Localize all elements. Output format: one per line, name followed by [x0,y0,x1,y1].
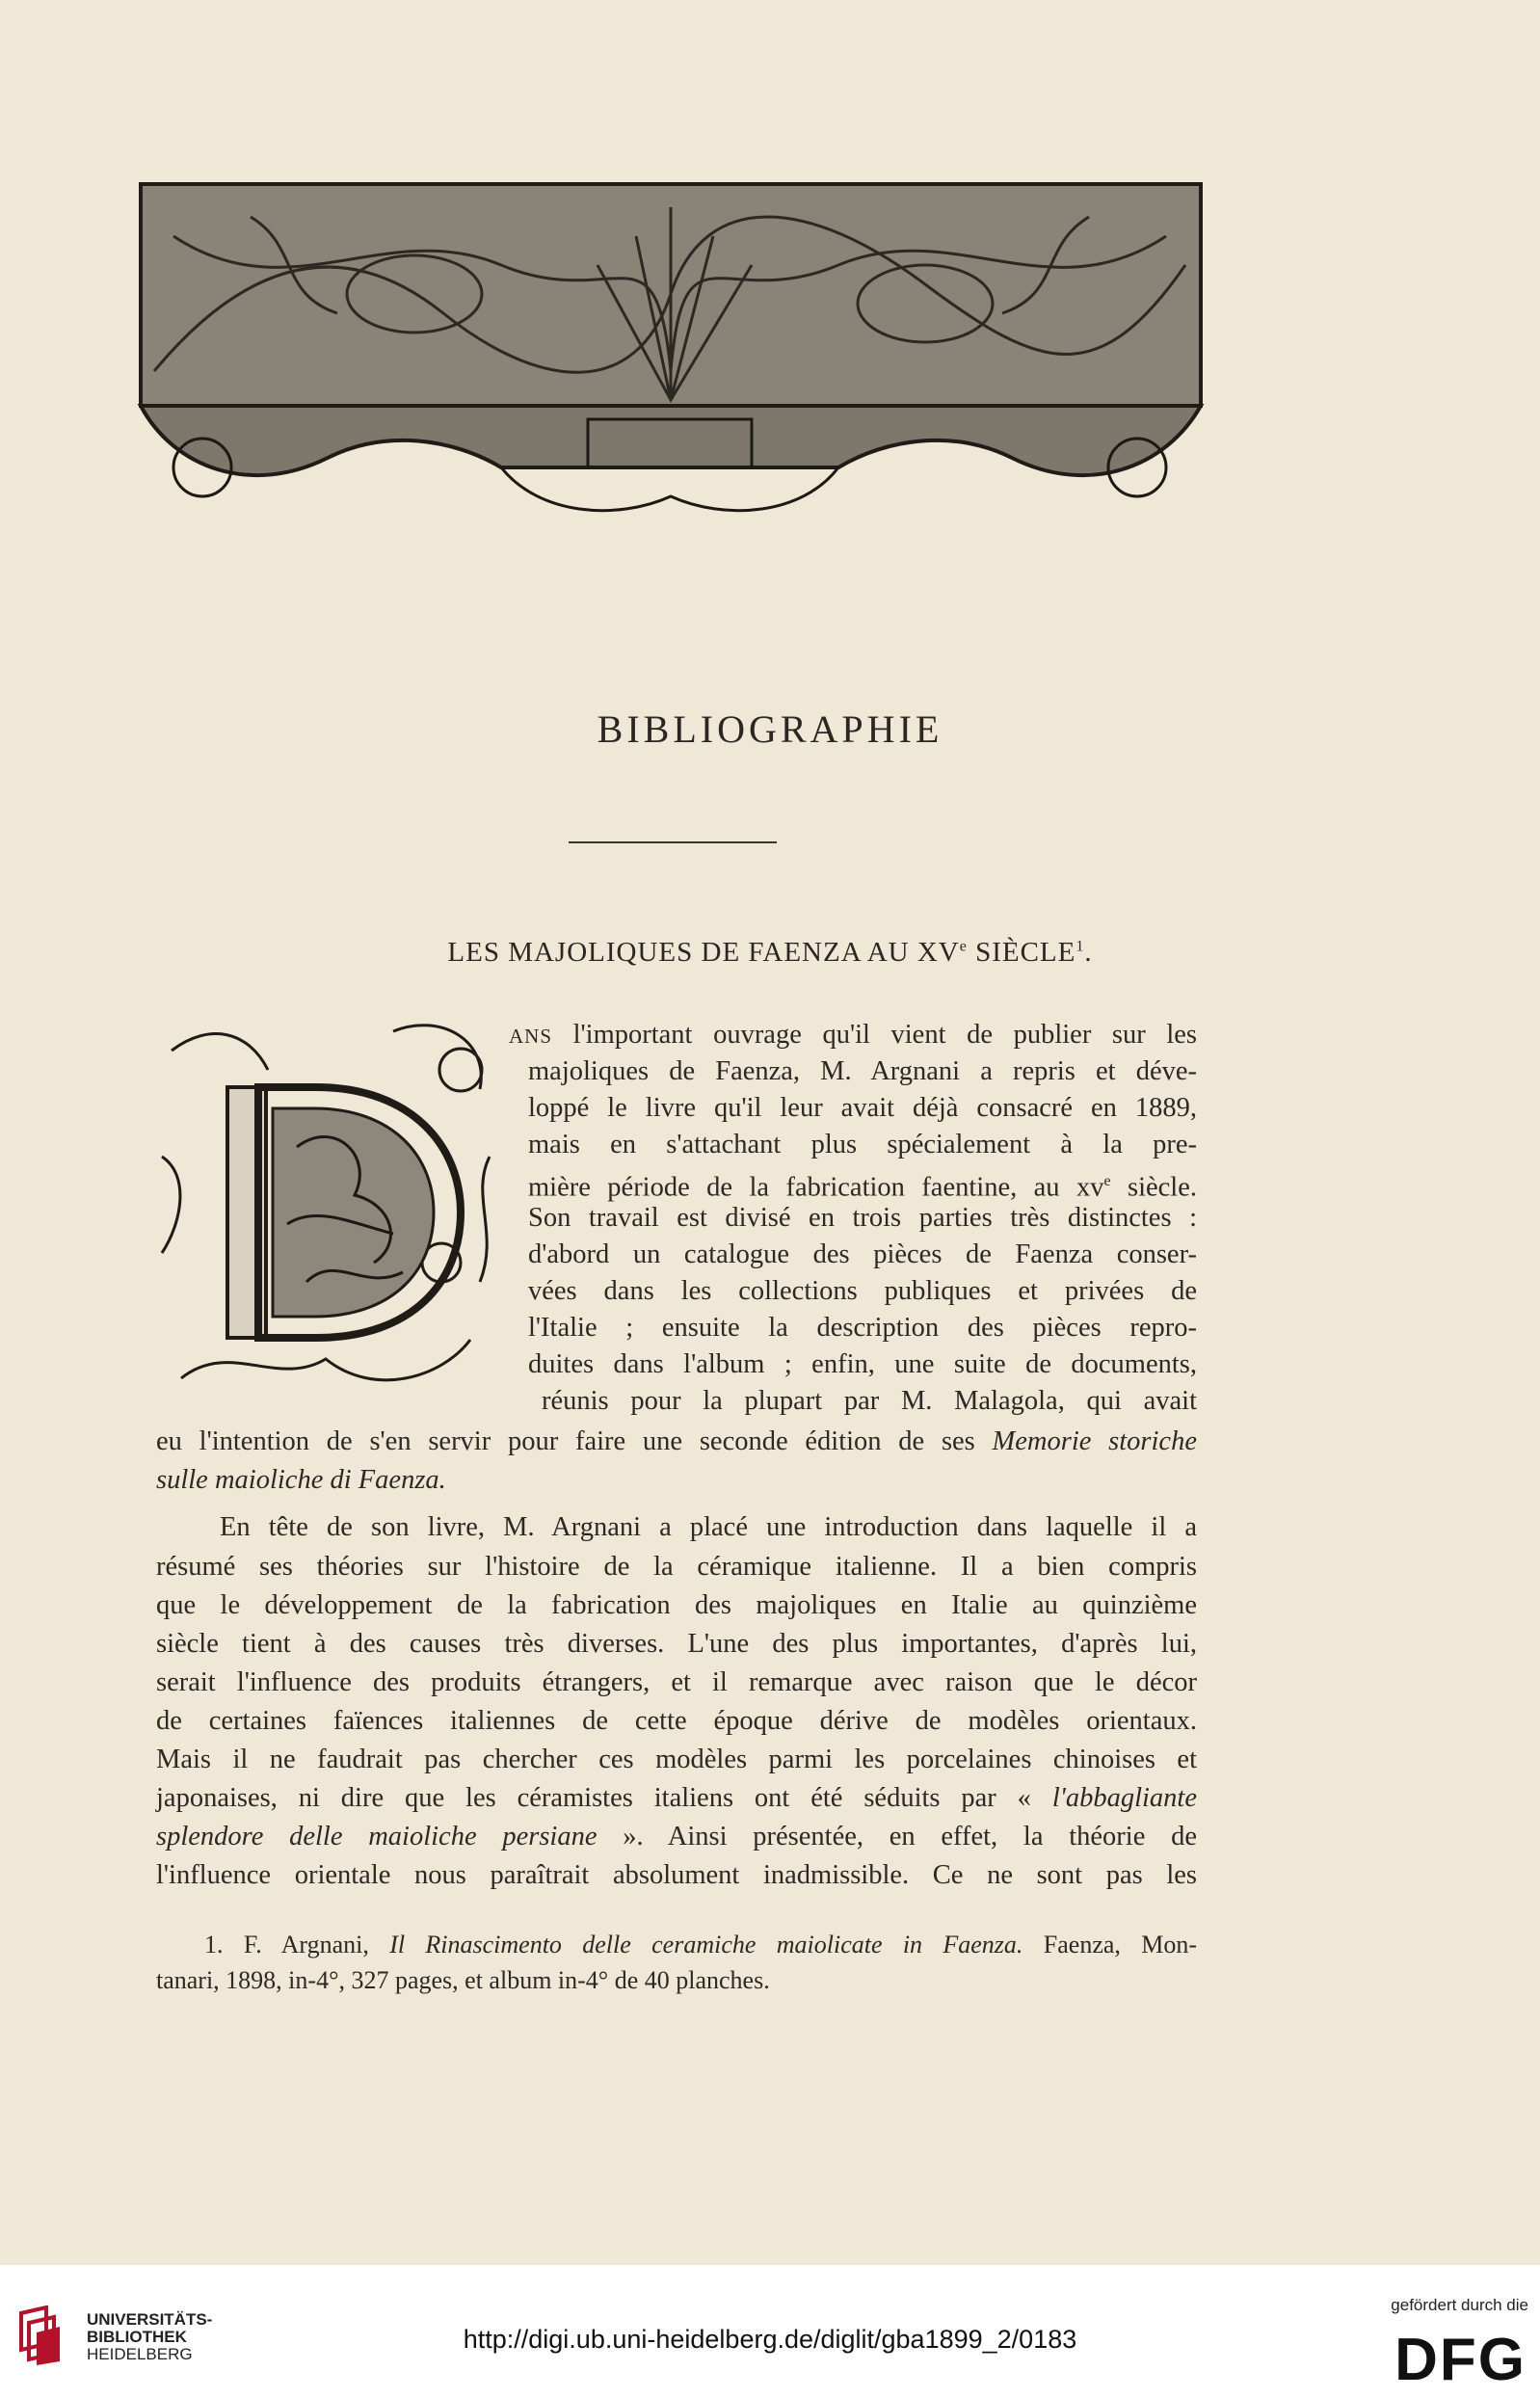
text-line: vées dans les collections publiques et privées de [528,1276,1197,1306]
line-text: ». Ainsi présentée, en effet, la théorie de [597,1822,1197,1852]
library-name-line3: HEIDELBERG [87,2345,193,2363]
text-line: serait l'influence des produits étrangers, et il remarque avec raison que le décor [156,1667,1197,1697]
text-line: mais en s'attachant plus spécialement à la pre- [528,1130,1197,1159]
source-url-link[interactable]: http://digi.ub.uni-heidelberg.de/diglit/gba1899_2/0183 [463,2325,1077,2354]
divider [569,841,777,843]
text-line: Son travail est divisé en trois parties très distinctes : [528,1203,1197,1233]
library-name-line1: UNIVERSITÄTS- [87,2310,213,2329]
article-title-dot: . [1084,937,1093,968]
footnote-text: Faenza, Mon- [1022,1931,1198,1958]
text-line: majoliques de Faenza, M. Argnani a repris et déve- [528,1056,1197,1086]
text-line: que le développement de la fabrication des majoliques en Italie au quinzième [156,1590,1197,1620]
footnote-italic: Il Rinascimento delle ceramiche maiolicate in Faenza. [389,1931,1023,1958]
footnote-ref: 1 [1075,938,1085,955]
text-line: duites dans l'album ; enfin, une suite de documents, [528,1349,1197,1379]
text-line [509,1018,1197,1052]
italic-quote: l'abbagliante [1051,1783,1197,1813]
library-name-line2: BIBLIOTHEK [87,2328,187,2346]
italic-title: Memorie storiche [992,1426,1197,1456]
line-text: japonaises, ni dire que les céramistes italiens ont été séduits par « [156,1783,1052,1813]
line-text: eu l'intention de s'en servir pour faire une seconde édition de ses [156,1426,993,1456]
text-line: Mais il ne faudrait pas chercher ces modèles parmi les porcelaines chinoises et [156,1745,1197,1774]
text-line: résumé ses théories sur l'histoire de la céramique italienne. Il a bien compris [156,1552,1197,1582]
line-text: siècle. [1110,1172,1197,1203]
text-line: de certaines faïences italiennes de cette époque dérive de modèles orientaux. [156,1706,1197,1736]
footnote-text: 1. F. Argnani, [204,1931,390,1958]
text-line: sulle maioliche di Faenza. [156,1465,446,1495]
superscript: e [1103,1173,1111,1189]
ornamental-headpiece-icon [135,178,1207,535]
text-line [528,1164,1197,1203]
footnote-line [204,1928,1197,1962]
line-text: mière période de la fabrication faentine, au xv [528,1172,1104,1203]
text-line [156,1820,1197,1854]
text-line: siècle tient à des causes très diverses. L'une des plus importantes, d'après lui, [156,1629,1197,1659]
text-line: l'influence orientale nous paraîtrait absolument inadmissible. Ce ne sont pas les [156,1860,1197,1890]
footnote-line: tanari, 1898, in-4°, 327 pages, et album in-4° de 40 planches. [156,1966,770,1994]
italic-quote: splendore delle maioliche persiane [156,1822,597,1852]
small-caps: ANS [509,1025,553,1048]
text-line [156,1425,1197,1459]
page-title: BIBLIOGRAPHIE [597,707,943,751]
text-line [156,1781,1197,1816]
text-line: réunis pour la plupart par M. Malagola, qui avait [542,1386,1197,1416]
text-line: En tête de son livre, M. Argnani a placé une introduction dans laquelle il a [220,1512,1197,1542]
dfg-logo: DFG [1394,2327,1527,2393]
article-title [0,937,1540,969]
text-line: l'Italie ; ensuite la description des pièces repro- [528,1313,1197,1343]
article-title-end: SIÈCLE [967,937,1076,968]
funded-by-label: gefördert durch die [1391,2296,1528,2314]
article-title-sup: e [959,938,968,955]
article-title-text: LES MAJOLIQUES DE FAENZA AU XV [447,937,960,968]
text-line: d'abord un catalogue des pièces de Faenza conser- [528,1239,1197,1269]
line-text: l'important ouvrage qu'il vient de publier sur les [552,1020,1197,1050]
ornamental-initial-d-icon [152,1012,511,1403]
text-line: loppé le livre qu'il leur avait déjà consacré en 1889, [528,1093,1197,1123]
